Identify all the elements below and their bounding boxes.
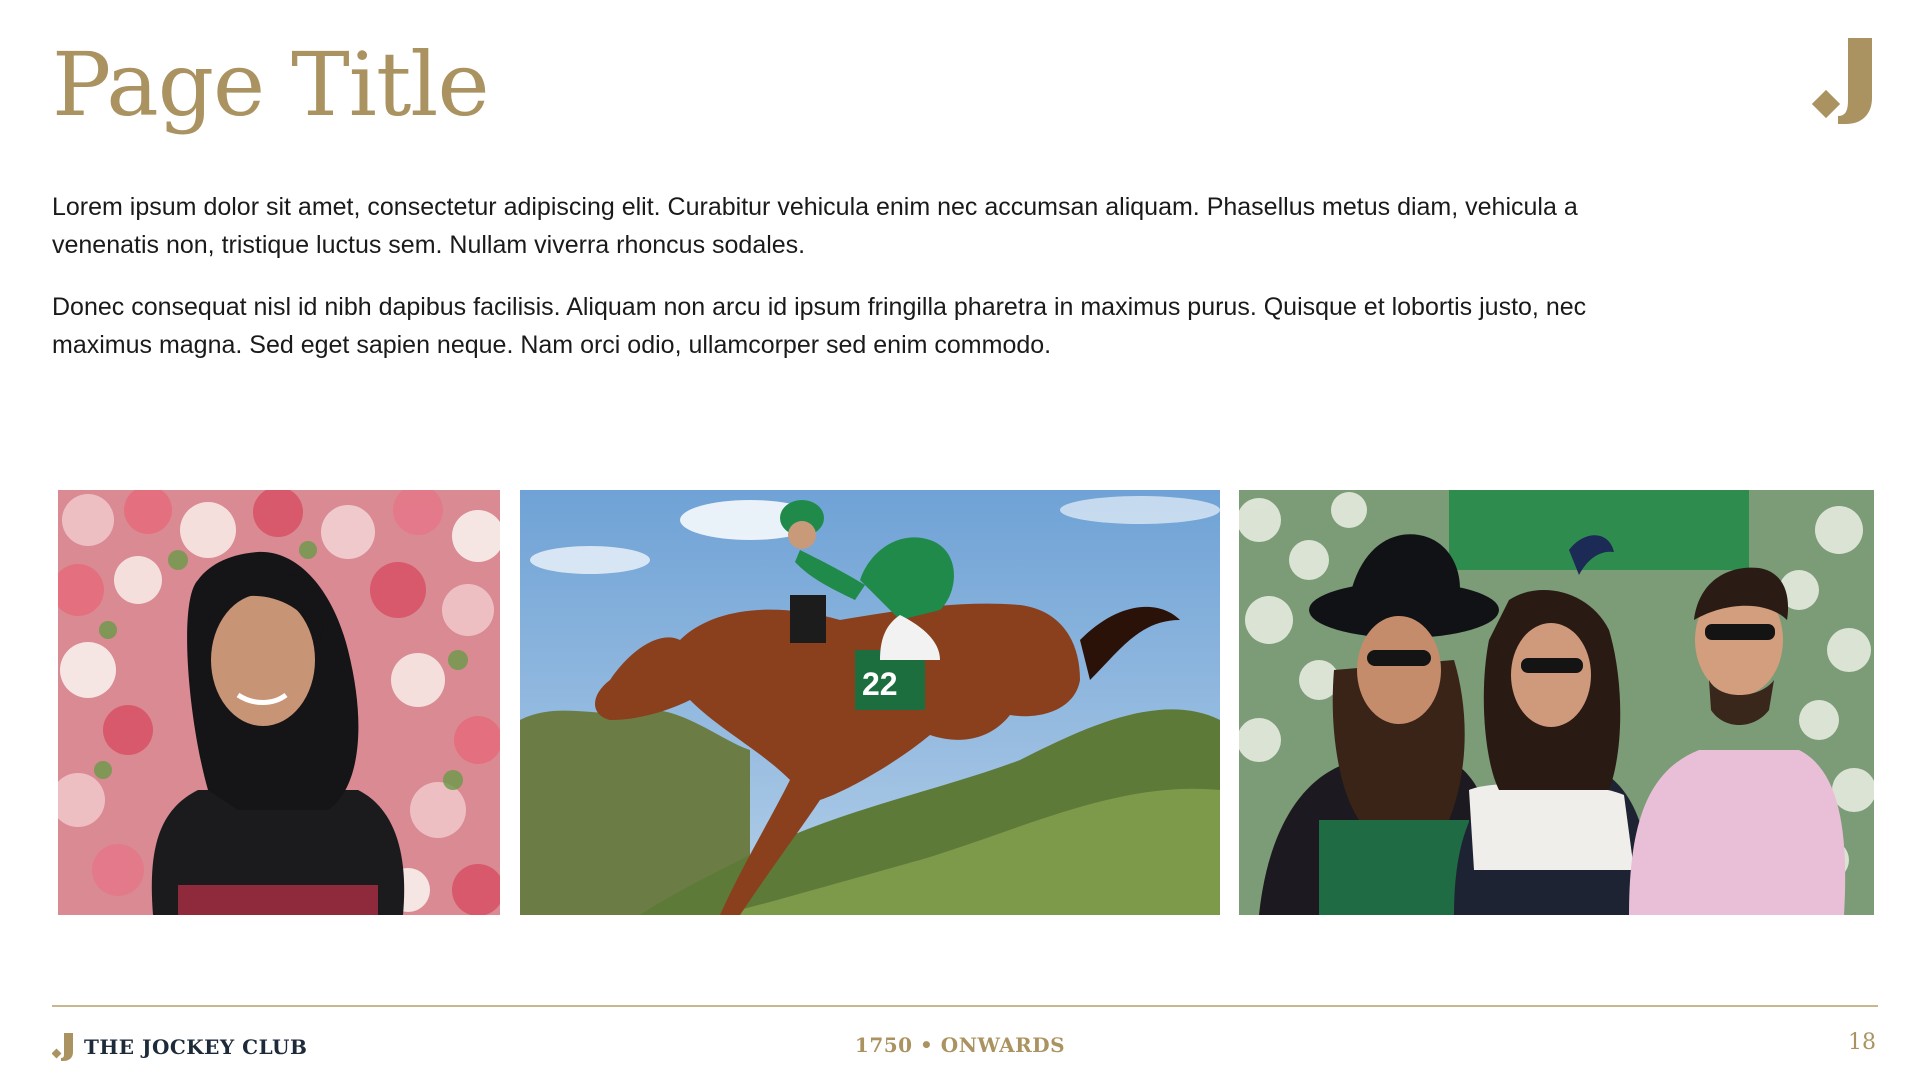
- photo-woman-flower-wall: [58, 490, 500, 915]
- body-text: [52, 188, 1672, 388]
- saddle-number: 22: [862, 666, 898, 702]
- footer-tagline: 1750 • ONWARDS: [854, 1033, 1066, 1057]
- page-title: Page Title: [52, 33, 489, 136]
- photo-horse-jumping: [520, 490, 1220, 915]
- paragraph-1: Lorem ipsum dolor sit amet, consectetur adipiscing elit. Curabitur vehicula enim nec accumsan aliquam. Phasellus metus diam, vehicula a venenatis non, tristique luctus sem. Nullam viverra rhoncus sodales.: [52, 193, 1578, 259]
- paragraph-2: Donec consequat nisl id nibh dapibus facilisis. Aliquam non arcu id ipsum fringilla pharetra in maximus purus. Quisque et lobortis justo, nec maximus magna. Sed eget sapien neque. Nam orci odio, ullamcorper sed enim commodo.: [52, 293, 1587, 359]
- jockey-club-j-icon: [1810, 38, 1876, 124]
- footer-brand-name: THE JOCKEY CLUB: [84, 1035, 308, 1059]
- photo-racegoers: [1239, 490, 1874, 915]
- footer-divider: [52, 1005, 1878, 1007]
- page-number: 18: [1848, 1030, 1876, 1055]
